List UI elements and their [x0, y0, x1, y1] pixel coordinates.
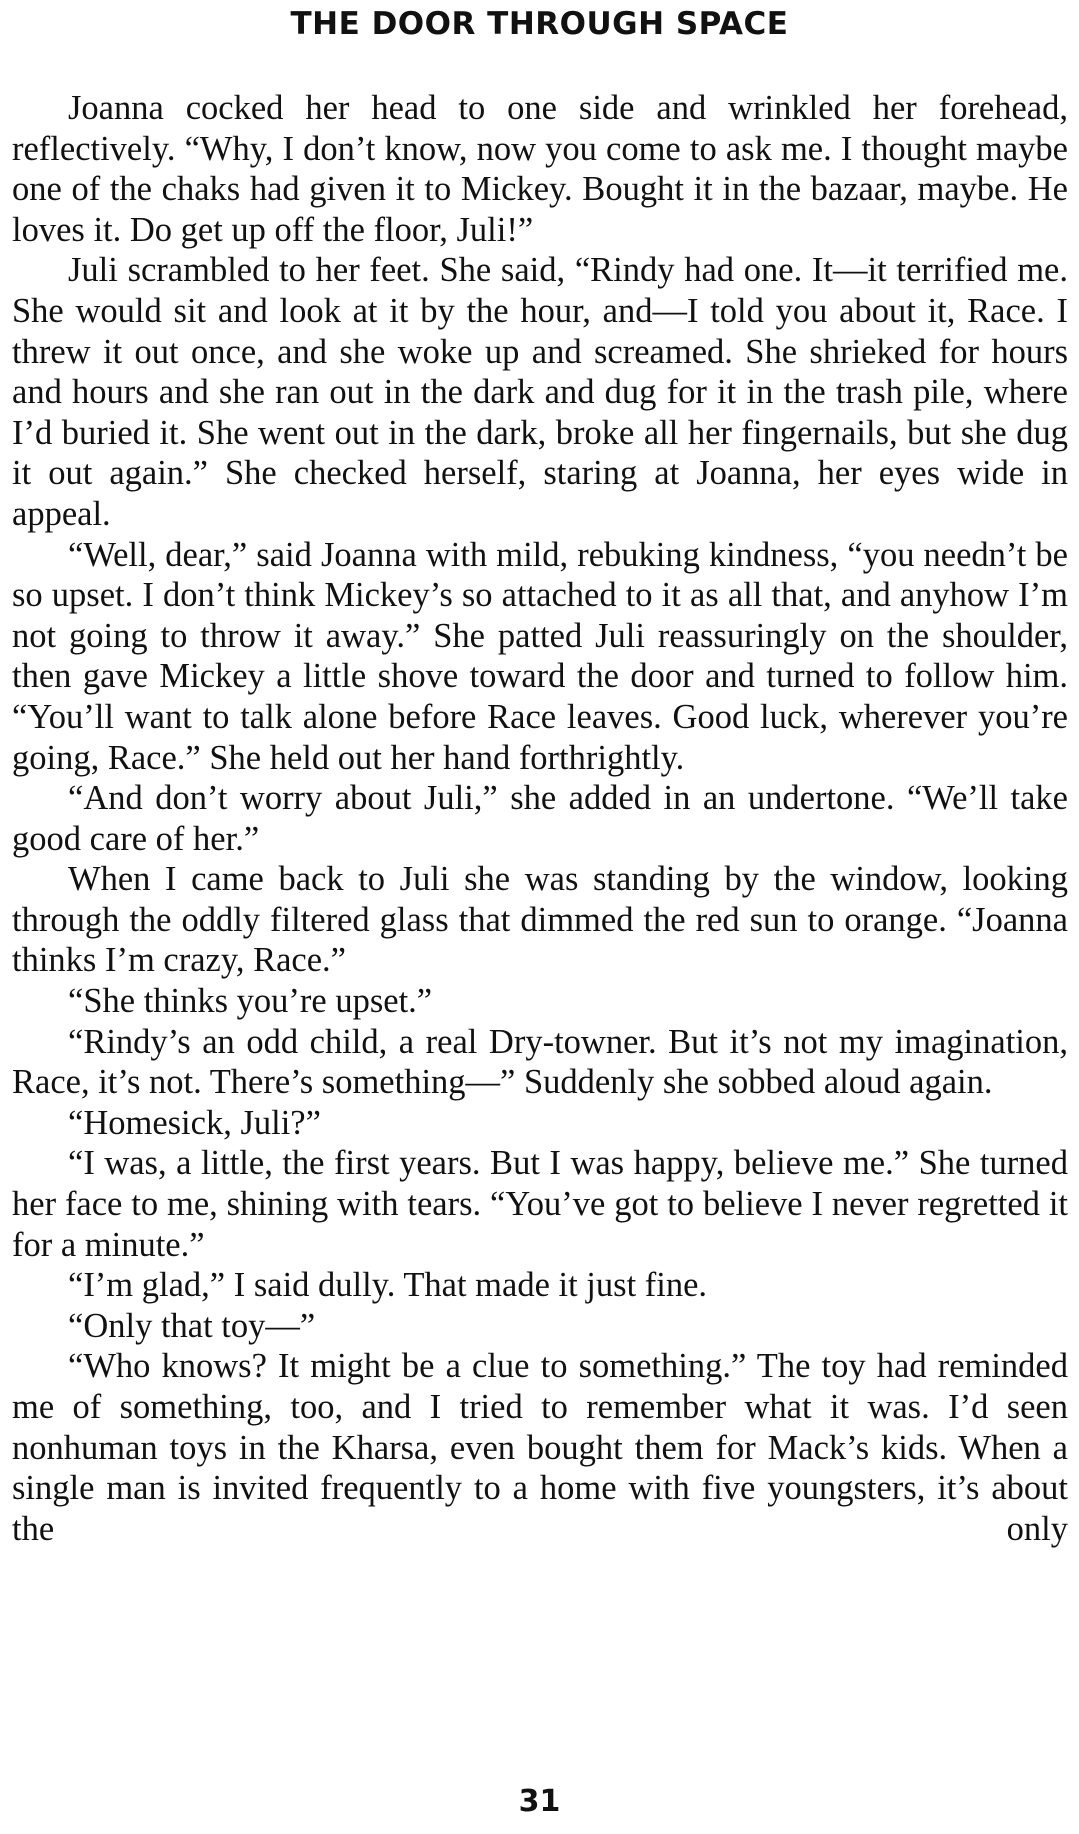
paragraph: “Who knows? It might be a clue to something.” The toy had reminded me of something, too, and I tried to remember what it was. I’d seen nonhuman toys in the Kharsa, even bought them for Mack’s kids. When a single man is invited frequently to a home with five youngsters, it’s about the only — [12, 1347, 1068, 1548]
paragraph: When I came back to Juli she was standing by the window, looking through the oddly filtered glass that dimmed the red sun to orange. “Joanna thinks I’m crazy, Race.” — [12, 860, 1068, 980]
paragraph: “Well, dear,” said Joanna with mild, rebuking kindness, “you needn’t be so upset. I don’t think Mickey’s so attached to it as all that, and anyhow I’m not going to throw it away.” She patted Juli reassuringly on the shoulder, then gave Mickey a little shove toward the door and turned to follow him. “You’ll want to talk alone before Race leaves. Good luck, wherever you’re going, Race.” She held out her hand forthrightly. — [12, 535, 1068, 777]
paragraph: “And don’t worry about Juli,” she added in an undertone. “We’ll take good care of her.” — [12, 779, 1068, 858]
paragraph: “Rindy’s an odd child, a real Dry-towner. But it’s not my imagination, Race, it’s not. There’s something—” Suddenly she sobbed aloud again. — [12, 1022, 1068, 1102]
paragraph: “She thinks you’re upset.” — [68, 982, 433, 1021]
page-number: 31 — [518, 1784, 561, 1819]
paragraph: Joanna cocked her head to one side and wrinkled her forehead, reflectively. “Why, I don’t know, now you come to ask me. I thought maybe one of the chaks had given it to Mickey. Bought it in the bazaar, maybe. He loves it. Do get up off the floor, Juli!” — [12, 89, 1068, 249]
paragraph: “I was, a little, the first years. But I was happy, believe me.” She turned her face to me, shining with tears. “You’ve got to believe I never regretted it for a minute.” — [12, 1144, 1068, 1264]
paragraph: “I’m glad,” I said dully. That made it just fine. — [68, 1266, 708, 1305]
running-title: THE DOOR THROUGH SPACE — [290, 6, 789, 42]
body-text — [12, 88, 1068, 1549]
paragraph: “Homesick, Juli?” — [68, 1103, 321, 1142]
paragraph: “Only that toy—” — [68, 1306, 316, 1345]
paragraph: Juli scrambled to her feet. She said, “Rindy had one. It—it terrified me. She would sit and look at it by the hour, and—I told you about it, Race. I threw it out once, and she woke up and screamed. She shrieked for hours and hours and she ran out in the dark and dug for it in the trash pile, where I’d buried it. She went out in the dark, broke all her fingernails, but she dug it out again.” She checked herself, staring at Joanna, her eyes wide in appeal. — [12, 251, 1068, 533]
